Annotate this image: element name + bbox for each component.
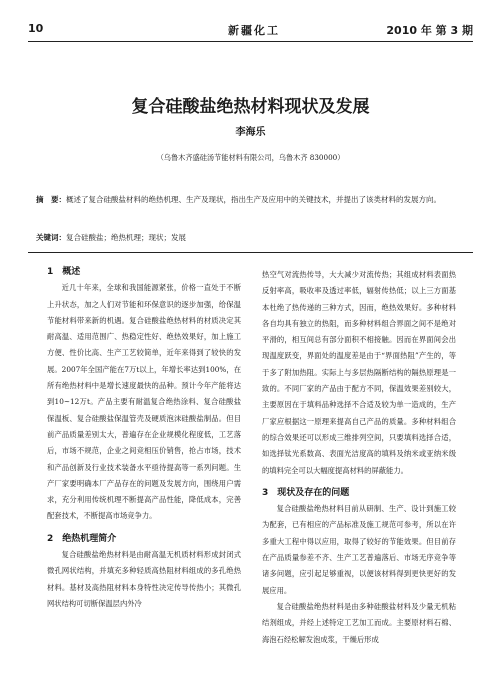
section-3-heading: 3 现状及存在的问题	[262, 487, 350, 498]
section-1-body: 近几十年来，全球和我国能源紧张，价格一直处于不断上升状态，加之人们对节能和环保意识的逐步加强，给保温节能材料带来新的机遇。复合硅酸盐绝热材料的材质决定其耐高温、适用范围广、热稳定性好、绝热效果好，加上施工方便、性价比高、生产工艺较简单，近年来得到了较快的发展。2007年全国产能在7万t以上，年增长率达到100%，在所有绝热材料中是增长速度最快的品种。预计今年产能将达到10~12万t。产品主要有耐温复合绝热涂料、复合硅酸盐保温板、复合硅酸盐保温管壳及硬质泡沫硅酸盐制品。但目前产品质量差别太大，普遍存在企业规模化程度低，工艺落后，市场不规范，企业之间竞相压价销售，抢占市场，技术和产品创新及行业技术装备水平亟待提高等一系列问题。生产厂家要明确本厂产品存在的问题及发展方向，围绕用户需求，充分利用传统机理不断提高产品性能，降低成本，完善配套技术，不断提高市场竞争力。	[47, 283, 241, 521]
abstract	[36, 193, 471, 206]
page-header	[28, 22, 473, 40]
keywords	[36, 232, 471, 243]
keywords-text: 复合硅酸盐；绝热机理；现状；发展	[66, 233, 186, 242]
left-column	[47, 264, 241, 612]
author-affiliation: （乌鲁木齐盛硅汤节能材料有限公司，乌鲁木齐 830000）	[156, 153, 345, 162]
abstract-text: 概述了复合硅酸盐材料的绝热机理、生产及现状，指出生产及应用中的关键技术，并提出了该类材料的发展方向。	[66, 195, 441, 204]
article-title: 复合硅酸盐绝热材料现状及发展	[131, 97, 370, 117]
section-3-paragraph-2: 复合硅酸盐绝热材料是由多种硅酸盐材料及少量无机粘结剂组成，并经上述特定工艺加工而成。主要原材料石棉、海泡石经松解发泡成浆，干燥后形成	[262, 601, 456, 644]
journal-name: 新疆化工	[228, 24, 280, 37]
right-column	[262, 267, 456, 648]
issue-label: 2010 年 第 3 期	[386, 24, 473, 37]
keywords-label: 关键词：	[36, 233, 66, 242]
section-2-body: 复合硅酸盐绝热材料是由耐高温无机质材料形成封闭式微孔网状结构，并填充多种轻质高热阻材料组成的多孔绝热材料。基材及高热阻材料本身特性决定传导传热小；其微孔网状结构可切断保温层内外冷	[47, 550, 241, 608]
section-2-continued: 热空气对流热传导，大大减少对流传热；其组成材料表面热反射率高，吸收率及透过率低，辐射传热低；以上三方面基本杜绝了热传递的三种方式，因而，绝热效果好。多种材料各自均具有独立的热阻，而多种材料组合界面之间不是绝对平滑的，相互间总有部分面积不相接触。因而在界面间会出现温度跃变，界面处的温度差是由于“界面热阻”产生的，等于多了附加热阻。实际上与多层热隔断结构的隔热原理是一致的。不同厂家的产品由于配方不同，保温效果差别较大，主要原因在于填料品种选择不合适及较为单一造成的，生产厂家应根据这一原理来提高自己产品的质量。多种材料组合的综合效果还可以形成三维排列空间，只要填料选择合适，如选择钛光系数高、表面光洁度高的填料及纳米或亚纳米级的填料完全可以大幅度提高材料的屏蔽能力。	[262, 270, 456, 475]
abstract-label: 摘 要：	[36, 195, 66, 204]
header-rule	[28, 41, 473, 42]
article-author: 李海乐	[235, 127, 266, 138]
abstract-rule	[28, 252, 473, 253]
section-1-heading: 1 概述	[47, 267, 81, 277]
section-2-heading: 2 绝热机理简介	[47, 533, 117, 544]
section-3-paragraph-1: 复合硅酸盐绝热材料目前从研制、生产、设计到施工较为配套，已有相应的产品标准及施工规范可参考，所以在许多重大工程中得以应用，取得了较好的节能效果。但目前存在产品质量参差不齐、生产工艺普遍落后、市场无序竞争等诸多问题，应引起足够重视，以便该材料得到更快更好的发展应用。	[262, 504, 456, 595]
page-number: 10	[28, 22, 44, 35]
